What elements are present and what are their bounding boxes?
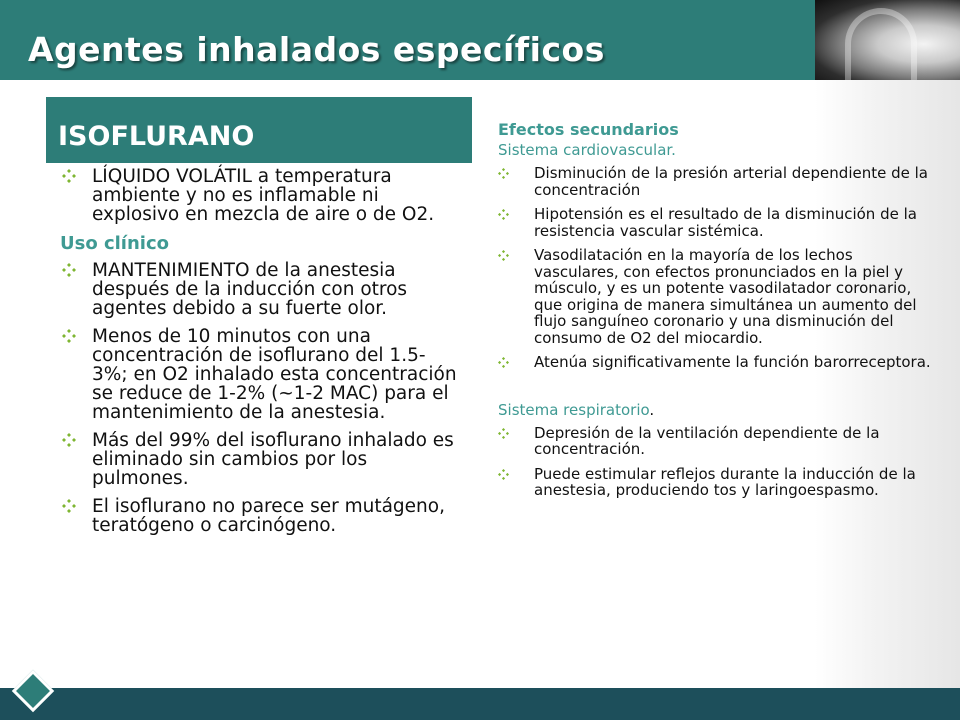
- diamond-bullet-icon: [498, 166, 509, 177]
- cardio-list: [498, 165, 938, 371]
- list-item: [60, 327, 460, 422]
- list-item-text: LÍQUIDO VOLÁTIL a temperatura ambiente y no es inflamable ni explosivo en mezcla de aire o de O2.: [92, 166, 435, 225]
- resp-subheading: [498, 401, 938, 419]
- list-item-text: Hipotensión es el resultado de la disminución de la resistencia vascular sistémica.: [534, 205, 917, 240]
- section-title: ISOFLURANO: [58, 121, 255, 152]
- diamond-bullet-icon: [498, 467, 509, 478]
- right-column: [498, 120, 938, 507]
- diamond-bullet-icon: [498, 426, 509, 437]
- list-item: [498, 466, 938, 499]
- section-title-box: [46, 97, 472, 163]
- list-item-text: Atenúa significativamente la función barorreceptora.: [534, 353, 931, 371]
- uso-clinico-list: [60, 261, 460, 535]
- list-item: [60, 431, 460, 488]
- list-item: [60, 167, 460, 224]
- diamond-bullet-icon: [62, 432, 76, 446]
- list-item-text: Menos de 10 minutos con una concentración de isoflurano del 1.5-3%; en O2 inhalado esta concentración se reduce de 1-2% (~1-2 MAC) para el mantenimiento de la anestesia.: [92, 326, 457, 423]
- diamond-bullet-icon: [498, 248, 509, 259]
- intro-list: [60, 167, 460, 224]
- diamond-bullet-icon: [62, 498, 76, 512]
- footer-band: [0, 688, 960, 720]
- efectos-heading: Efectos secundarios: [498, 120, 679, 139]
- page-title: Agentes inhalados específicos: [28, 30, 605, 69]
- list-item-text: Vasodilatación en la mayoría de los lechos vasculares, con efectos pronunciados en la piel y músculo, y es un potente vasodilatador coronario, que origina de manera simultánea un aumento del flujo sanguíneo coronario y una disminución del consumo de O2 del miocardio.: [534, 246, 917, 347]
- cardio-subheading: Sistema cardiovascular.: [498, 141, 676, 159]
- diamond-bullet-icon: [498, 355, 509, 366]
- diamond-bullet-icon: [62, 262, 76, 276]
- list-item-text: Disminución de la presión arterial dependiente de la concentración: [534, 164, 928, 199]
- resp-label-period: .: [649, 400, 655, 419]
- list-item: [498, 425, 938, 458]
- header-decorative-photo: [815, 0, 960, 80]
- diamond-bullet-icon: [62, 328, 76, 342]
- list-item: [498, 354, 938, 371]
- diamond-bullet-icon: [498, 207, 509, 218]
- list-item-text: Más del 99% del isoflurano inhalado es eliminado sin cambios por los pulmones.: [92, 430, 454, 489]
- uso-clinico-heading: Uso clínico: [60, 233, 169, 254]
- list-item: [498, 165, 938, 198]
- left-column: [60, 167, 460, 544]
- list-item: [60, 497, 460, 535]
- resp-list: [498, 425, 938, 499]
- list-item-text: El isoflurano no parece ser mutágeno, teratógeno o carcinógeno.: [92, 496, 445, 536]
- list-item-text: Depresión de la ventilación dependiente de la concentración.: [534, 423, 880, 458]
- list-item: [498, 247, 938, 346]
- diamond-bullet-icon: [62, 168, 76, 182]
- list-item-text: MANTENIMIENTO de la anestesia después de la inducción con otros agentes debido a su fuerte olor.: [92, 260, 408, 319]
- resp-label: Sistema respiratorio: [498, 400, 650, 419]
- list-item: [498, 206, 938, 239]
- list-item-text: Puede estimular reflejos durante la inducción de la anestesia, produciendo tos y laringoespasmo.: [534, 464, 916, 499]
- list-item: [60, 261, 460, 318]
